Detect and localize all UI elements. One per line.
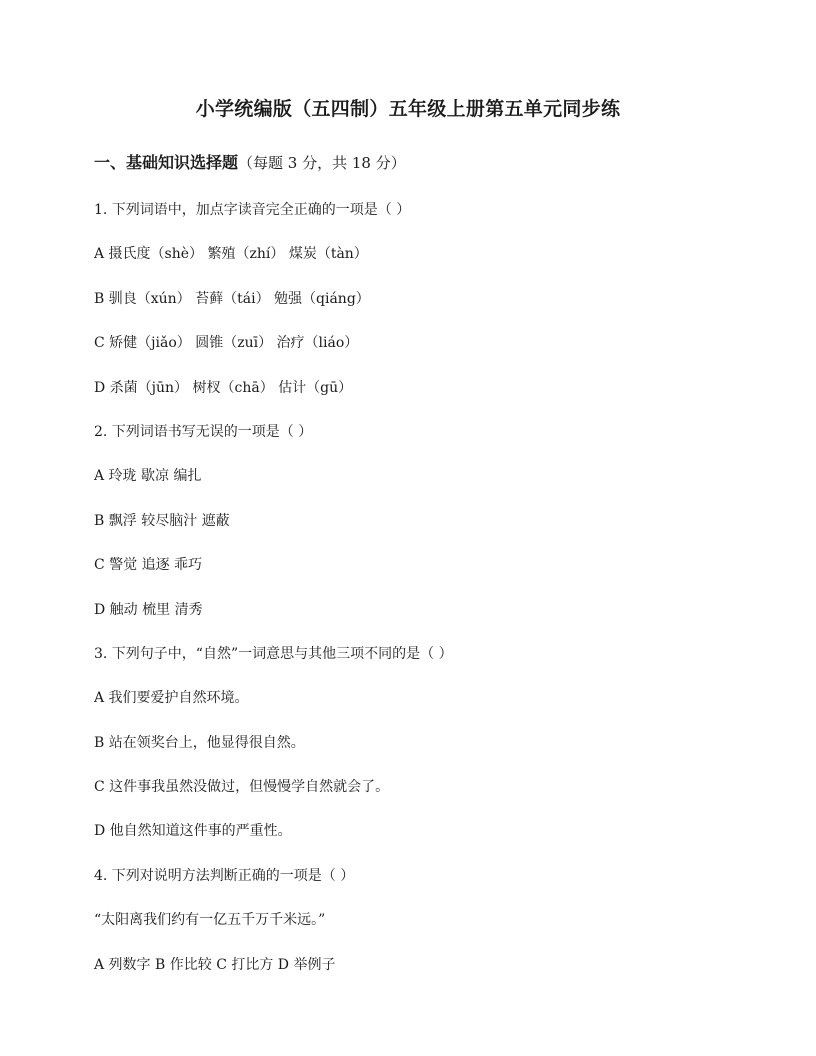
question-3-option-d: D 他自然知道这件事的严重性。 <box>94 823 292 840</box>
document-title: 小学统编版（五四制）五年级上册第五单元同步练 <box>195 98 621 120</box>
section-heading <box>94 150 406 173</box>
section-heading-title: 一、基础知识选择题 <box>94 153 239 172</box>
question-4-options: A 列数字 B 作比较 C 打比方 D 举例子 <box>94 956 336 973</box>
question-4-stem: 4. 下列对说明方法判断正确的一项是（ ） <box>94 867 355 884</box>
question-3-stem: 3. 下列句子中，“自然”一词意思与其他三项不同的是（ ） <box>94 645 453 662</box>
question-1-stem: 1. 下列词语中，加点字读音完全正确的一项是（ ） <box>94 202 411 218</box>
question-3-option-c: C 这件事我虽然没做过，但慢慢学自然就会了。 <box>94 779 390 796</box>
question-3-option-b: B 站在领奖台上，他显得很自然。 <box>94 734 305 751</box>
question-2-stem: 2. 下列词语书写无误的一项是（ ） <box>94 423 313 440</box>
question-2-option-c: C 警觉 追逐 乖巧 <box>94 557 203 574</box>
section-heading-note: （每题 3 分，共 18 分） <box>238 154 406 172</box>
question-4-quote: “太阳离我们约有一亿五千万千米远。” <box>94 912 326 929</box>
question-2-option-b: B 飘浮 较尽脑汁 遮蔽 <box>94 512 230 529</box>
question-list <box>94 199 774 998</box>
question-1-option-c: C 矫健（jiǎo） 圆锥（zuī） 治疗（liáo） <box>94 335 359 352</box>
question-2-option-d: D 触动 梳里 清秀 <box>94 601 203 618</box>
question-1-option-b: B 驯良（xún） 苔藓（tái） 勉强（qiáng） <box>94 290 370 307</box>
question-2-option-a: A 玲珑 歇凉 编扎 <box>94 468 202 485</box>
question-1-option-d: D 杀菌（jūn） 树杈（chā） 估计（gū） <box>94 379 353 396</box>
question-3-option-a: A 我们要爱护自然环境。 <box>94 690 249 707</box>
question-1-option-a: A 摄氏度（shè） 繁殖（zhí） 煤炭（tàn） <box>94 246 368 263</box>
